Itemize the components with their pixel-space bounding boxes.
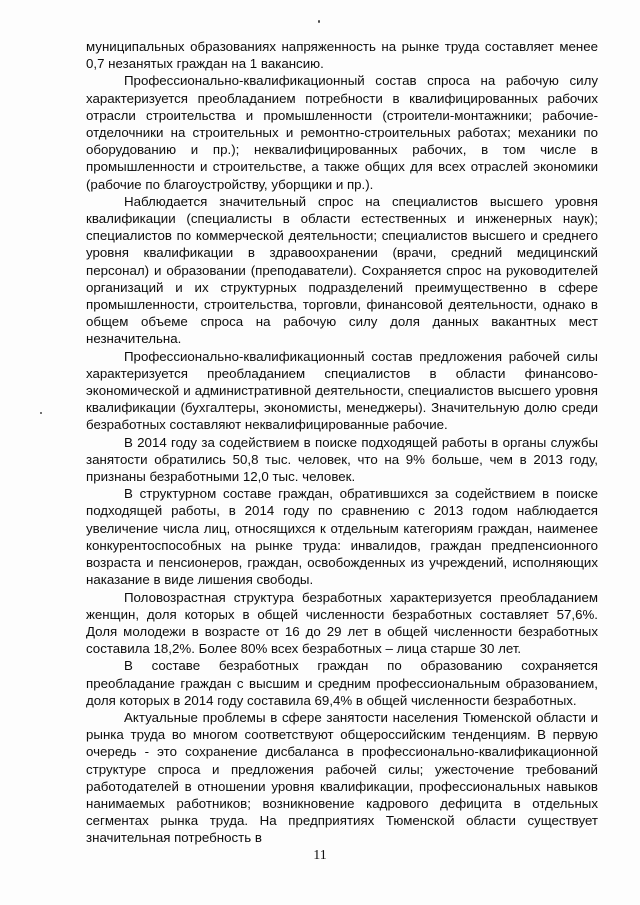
paragraph: муниципальных образованиях напряженность на рынке труда составляет менее 0,7 незанятых граждан на 1 вакансию. xyxy=(86,39,598,72)
paragraph: Половозрастная структура безработных характеризуется преобладанием женщин, доля которых в общей численности безработных составляет 57,6%. Доля молодежи в возрасте от 16 до 29 лет в общей численности безработных составила 18,2%. Более 80% всех безработных – лица старше 30 лет. xyxy=(86,589,598,657)
paragraph: Профессионально-квалификационный состав спроса на рабочую силу характеризуется преобладанием потребности в квалифицированных рабочих отрасли строительства и промышленности (строители-монтажники; рабочие-отделочники на строительных и ремонтно-строительных работах; механики по оборудованию и пр.); неквалифицированных рабочих, в том числе в промышленности и строительстве, а также общих для всех отраслей экономики (рабочие по благоустройству, уборщики и пр.). xyxy=(86,73,598,192)
paragraph: В структурном составе граждан, обратившихся за содействием в поиске подходящей работы, в 2014 году по сравнению с 2013 годом наблюдается увеличение числа лиц, относящихся к отдельным категориям граждан, наименее конкурентоспособных на рынке труда: инвалидов, граждан предпенсионного возраста и пенсионеров, граждан, освобожденных из учреждений, исполняющих наказание в виде лишения свободы. xyxy=(86,486,598,588)
paragraph: В 2014 году за содействием в поиске подходящей работы в органы службы занятости обратились 50,8 тыс. человек, что на 9% больше, чем в 2013 году, признаны безработными 12,0 тыс. человек. xyxy=(86,434,598,485)
scan-speck xyxy=(40,412,42,414)
paragraph: Профессионально-квалификационный состав предложения рабочей силы характеризуется преобладанием специалистов в области финансово-экономической и административной деятельности, специалистов высшего уровня квалификации (бухгалтеры, экономисты, менеджеры). Значительную долю среди безработных составляют неквалифицированные рабочие. xyxy=(86,348,598,433)
paragraph: В составе безработных граждан по образованию сохраняется преобладание граждан с высшим и средним профессиональным образованием, доля которых в 2014 году составила 69,4% в общей численности безработных. xyxy=(86,658,598,708)
paragraph: Актуальные проблемы в сфере занятости населения Тюменской области и рынка труда во многом соответствуют общероссийским тенденциям. В первую очередь - это сохранение дисбаланса в профессионально-квалификационной структуре спроса и предложения рабочей силы; ужесточение требований работодателей в отношении уровня квалификации, профессиональных навыков нанимаемых работников; возникновение кадрового дефицита в отдельных сегментах рынка труда. На предприятиях Тюменской области существует значительная потребность в xyxy=(86,709,598,846)
scan-speck xyxy=(318,20,320,23)
page-number: 11 xyxy=(313,848,327,863)
document-body xyxy=(86,38,598,847)
paragraph: Наблюдается значительный спрос на специалистов высшего уровня квалификации (специалисты в области естественных и инженерных наук); специалистов по коммерческой деятельности; специалистов высшего и среднего уровня квалификации в здравоохранении (врачи, средний медицинский персонал) и образовании (преподаватели). Сохраняется спрос на руководителей организаций и их структурных подразделений преимущественно в сфере промышленности, строительства, торговли, финансовой деятельности, однако в общем объеме спроса на рабочую силу доля данных вакантных мест незначительна. xyxy=(86,193,598,347)
